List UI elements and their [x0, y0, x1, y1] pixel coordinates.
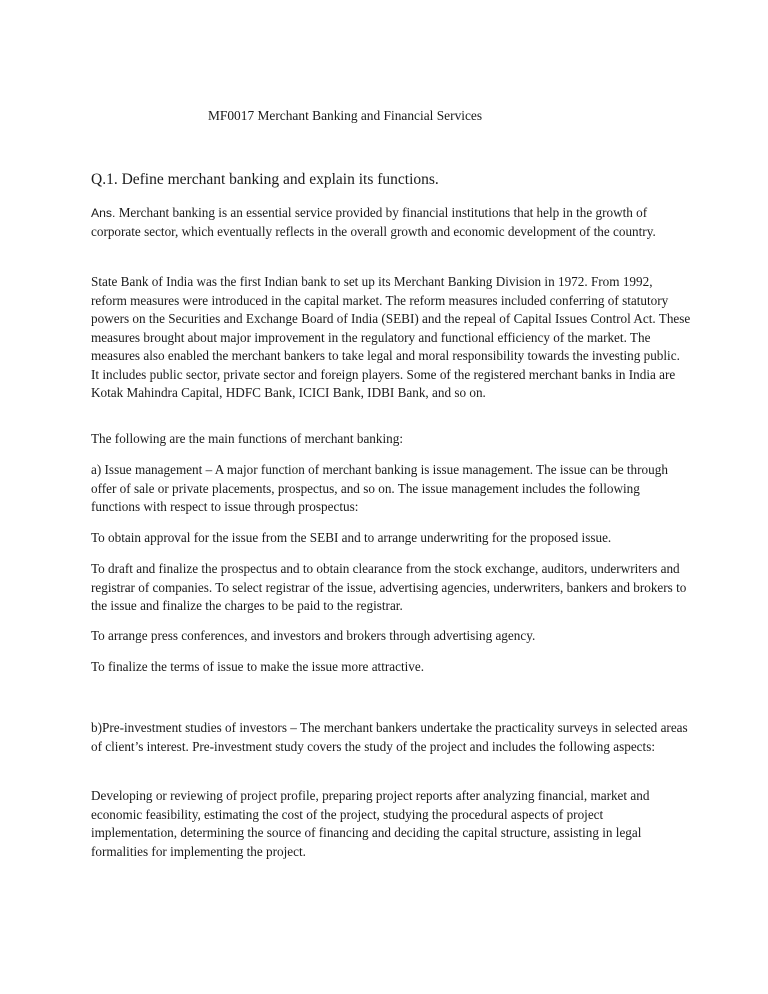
answer-label: Ans. — [91, 206, 116, 220]
issue-point-terms: To finalize the terms of issue to make the issue more attractive. — [91, 659, 425, 674]
functions-intro-paragraph: The following are the main functions of merchant banking: — [91, 431, 404, 446]
issue-point-prospectus: To draft and finalize the prospectus and to obtain clearance from the stock exchange, auditors, underwriters and registrar of companies. To select registrar of the issue, advertising agencies, underwriters, bankers and brokers to the issue and finalize the charges to be paid to the registrar. — [91, 561, 687, 613]
answer-intro-paragraph — [91, 204, 691, 241]
question-heading: Q.1. Define merchant banking and explain its functions. — [91, 171, 439, 188]
issue-management-paragraph: a) Issue management – A major function of merchant banking is issue management. The issue can be through offer of sale or private placements, prospectus, and so on. The issue management includes the following functions with respect to issue through prospectus: — [91, 462, 668, 514]
document-title: MF0017 Merchant Banking and Financial Services — [208, 108, 483, 123]
sbi-history-paragraph: State Bank of India was the first Indian bank to set up its Merchant Banking Division in 1972. From 1992, reform measures were introduced in the capital market. The reform measures included conferring of statutory powers on the Securities and Exchange Board of India (SEBI) and the repeal of Capital Issues Control Act. These measures brought about major improvement in the regulatory and functional efficiency of the market. The measures also enabled the merchant bankers to take legal and moral responsibility towards the investing public. It includes public sector, private sector and foreign players. Some of the registered merchant banks in India are Kotak Mahindra Capital, HDFC Bank, ICICI Bank, IDBI Bank, and so on. — [91, 274, 691, 400]
issue-point-approval: To obtain approval for the issue from the SEBI and to arrange underwriting for the proposed issue. — [91, 530, 612, 545]
answer-intro-text: Merchant banking is an essential service provided by financial institutions that help in the growth of corporate sector, which eventually reflects in the overall growth and economic development of the country. — [91, 205, 656, 239]
issue-point-press: To arrange press conferences, and investors and brokers through advertising agency. — [91, 628, 536, 643]
pre-investment-paragraph: b)Pre-investment studies of investors – The merchant bankers undertake the practicality surveys in selected areas of client’s interest. Pre-investment study covers the study of the project and includes the following aspects: — [91, 720, 688, 754]
pre-investment-point: Developing or reviewing of project profile, preparing project reports after analyzing financial, market and economic feasibility, estimating the cost of the project, studying the procedural aspects of project implementation, determining the source of financing and deciding the capital structure, assisting in legal formalities for implementing the project. — [91, 788, 650, 859]
